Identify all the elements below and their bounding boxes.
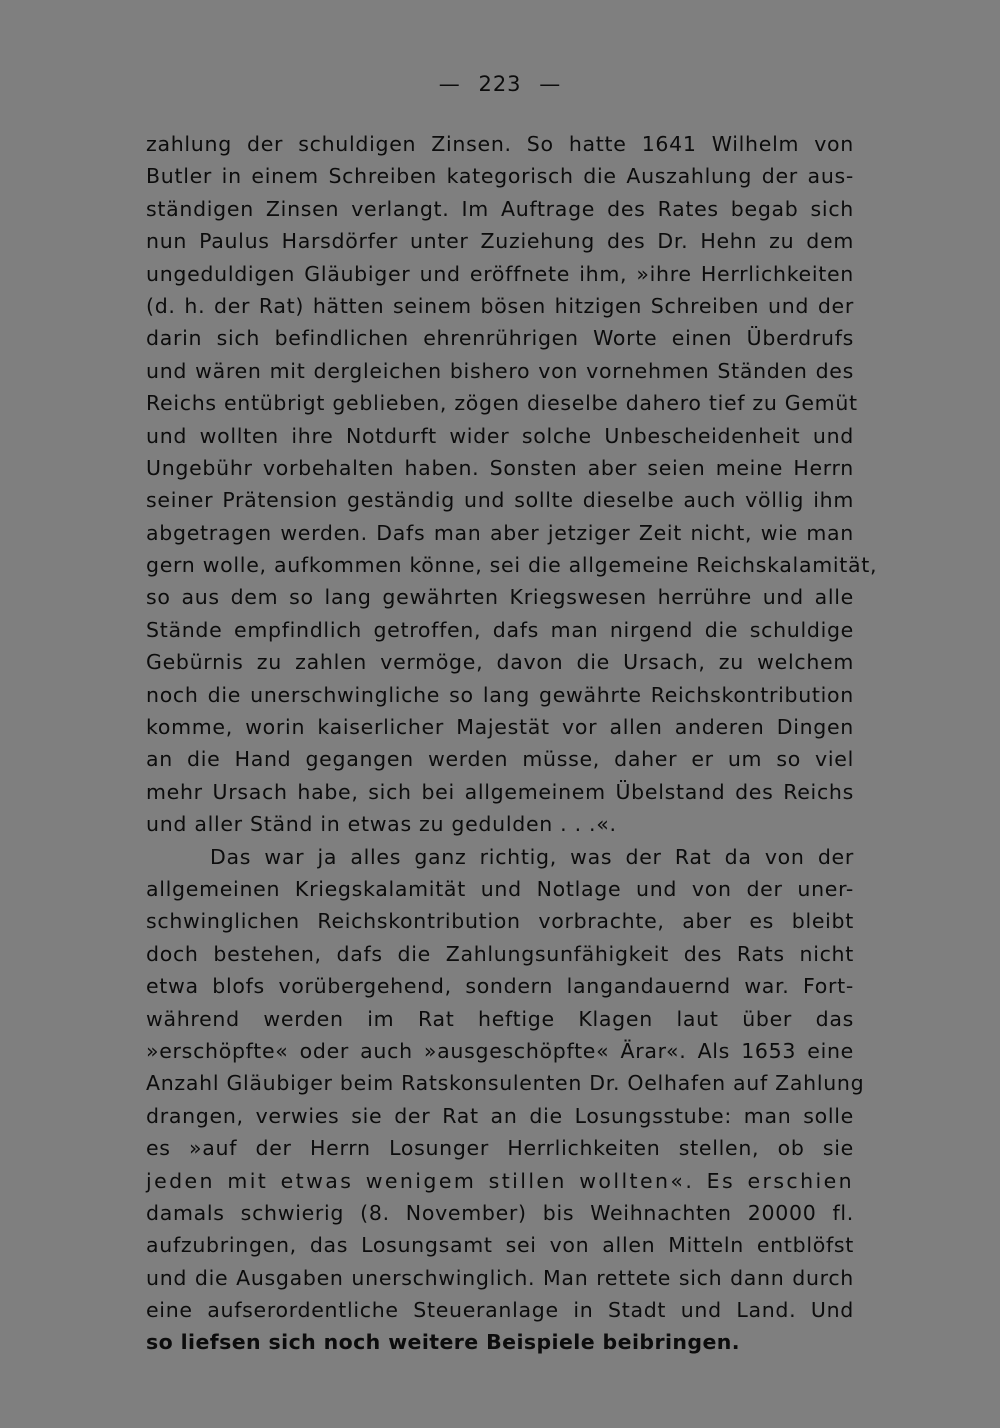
text-line: eine aufserordentliche Steueranlage in Stadt und Land. Und [146,1298,854,1323]
text-line: (d. h. der Rat) hätten seinem bösen hitzigen Schreiben und der [146,293,854,318]
paragraph-end-line: und aller Ständ in etwas zu gedulden . . .«. [146,812,617,837]
text-line: Gebürnis zu zahlen vermöge, davon die Ursach, zu welchem [146,650,854,675]
text-line: Anzahl Gläubiger beim Ratskonsulenten Dr. Oelhafen auf Zahlung [146,1071,865,1096]
text-line: und wollten ihre Notdurft wider solche Unbescheidenheit und [146,423,854,448]
text-line: ständigen Zinsen verlangt. Im Auftrage des Rates begab sich [146,196,854,221]
text-line: Stände empfindlich getroffen, dafs man nirgend die schuldige [146,617,854,642]
paragraph-start-line: Das war ja alles ganz richtig, was der Rat da von der [210,844,854,869]
text-line: mehr Ursach habe, sich bei allgemeinem Übelstand des Reichs [146,779,854,804]
text-line: und wären mit dergleichen bishero von vornehmen Ständen des [146,358,854,383]
text-line: komme, worin kaiserlicher Majestät vor allen anderen Dingen [146,715,854,740]
text-line: schwinglichen Reichskontribution vorbrachte, aber es bleibt [146,909,854,934]
text-line: abgetragen werden. Dafs man aber jetziger Zeit nicht, wie man [146,520,854,545]
text-line: »erschöpfte« oder auch »ausgeschöpfte« Ärar«. Als 1653 eine [146,1038,854,1063]
page-number: — 223 — [438,72,562,96]
text-line: aufzubringen, das Losungsamt sei von allen Mitteln entblöfst [146,1233,854,1258]
text-line: seiner Prätension geständig und sollte dieselbe auch völlig ihm [146,488,854,513]
text-line: während werden im Rat heftige Klagen laut über das [146,1006,854,1031]
text-line: darin sich befindlichen ehrenrührigen Worte einen Überdrufs [146,326,854,351]
text-line: doch bestehen, dafs die Zahlungsunfähigkeit des Rats nicht [146,941,854,966]
text-line: damals schwierig (8. November) bis Weihnachten 20000 fl. [146,1200,854,1225]
text-line: allgemeinen Kriegskalamität und Notlage und von der uner- [146,876,854,901]
text-line: nun Paulus Harsdörfer unter Zuziehung des Dr. Hehn zu dem [146,229,854,254]
text-line: es »auf der Herrn Losunger Herrlichkeiten stellen, ob sie [146,1136,854,1161]
text-line: zahlung der schuldigen Zinsen. So hatte 1641 Wilhelm von [146,132,854,156]
text-line: so aus dem so lang gewährten Kriegswesen herrühre und alle [146,585,854,610]
text-line: Reichs entübrigt geblieben, zögen dieselbe dahero tief zu Gemüt [146,391,858,416]
text-line: an die Hand gegangen werden müsse, daher er um so viel [146,747,854,772]
text-line: noch die unerschwingliche so lang gewährte Reichskontribution [146,682,854,707]
text-line: und die Ausgaben unerschwinglich. Man rettete sich dann durch [146,1265,854,1290]
text-line: drangen, verwies sie der Rat an die Losungsstube: man solle [146,1103,854,1128]
text-line: gern wolle, aufkommen könne, sei die allgemeine Reichskalamität, [146,553,878,578]
paragraph-end-line: so liefsen sich noch weitere Beispiele beibringen. [146,1330,740,1355]
text-line: Ungebühr vorbehalten haben. Sonsten aber seien meine Herrn [146,455,854,480]
text-line: ungeduldigen Gläubiger und eröffnete ihm, »ihre Herrlichkeiten [146,261,854,286]
body-text [146,128,878,1359]
spaced-text-line: jeden mit etwas wenigem stillen wollten«. Es erschien [146,1168,854,1193]
text-line: etwa blofs vorübergehend, sondern langandauernd war. Fort- [146,974,854,999]
text-line: Butler in einem Schreiben kategorisch die Auszahlung der aus- [146,164,854,189]
